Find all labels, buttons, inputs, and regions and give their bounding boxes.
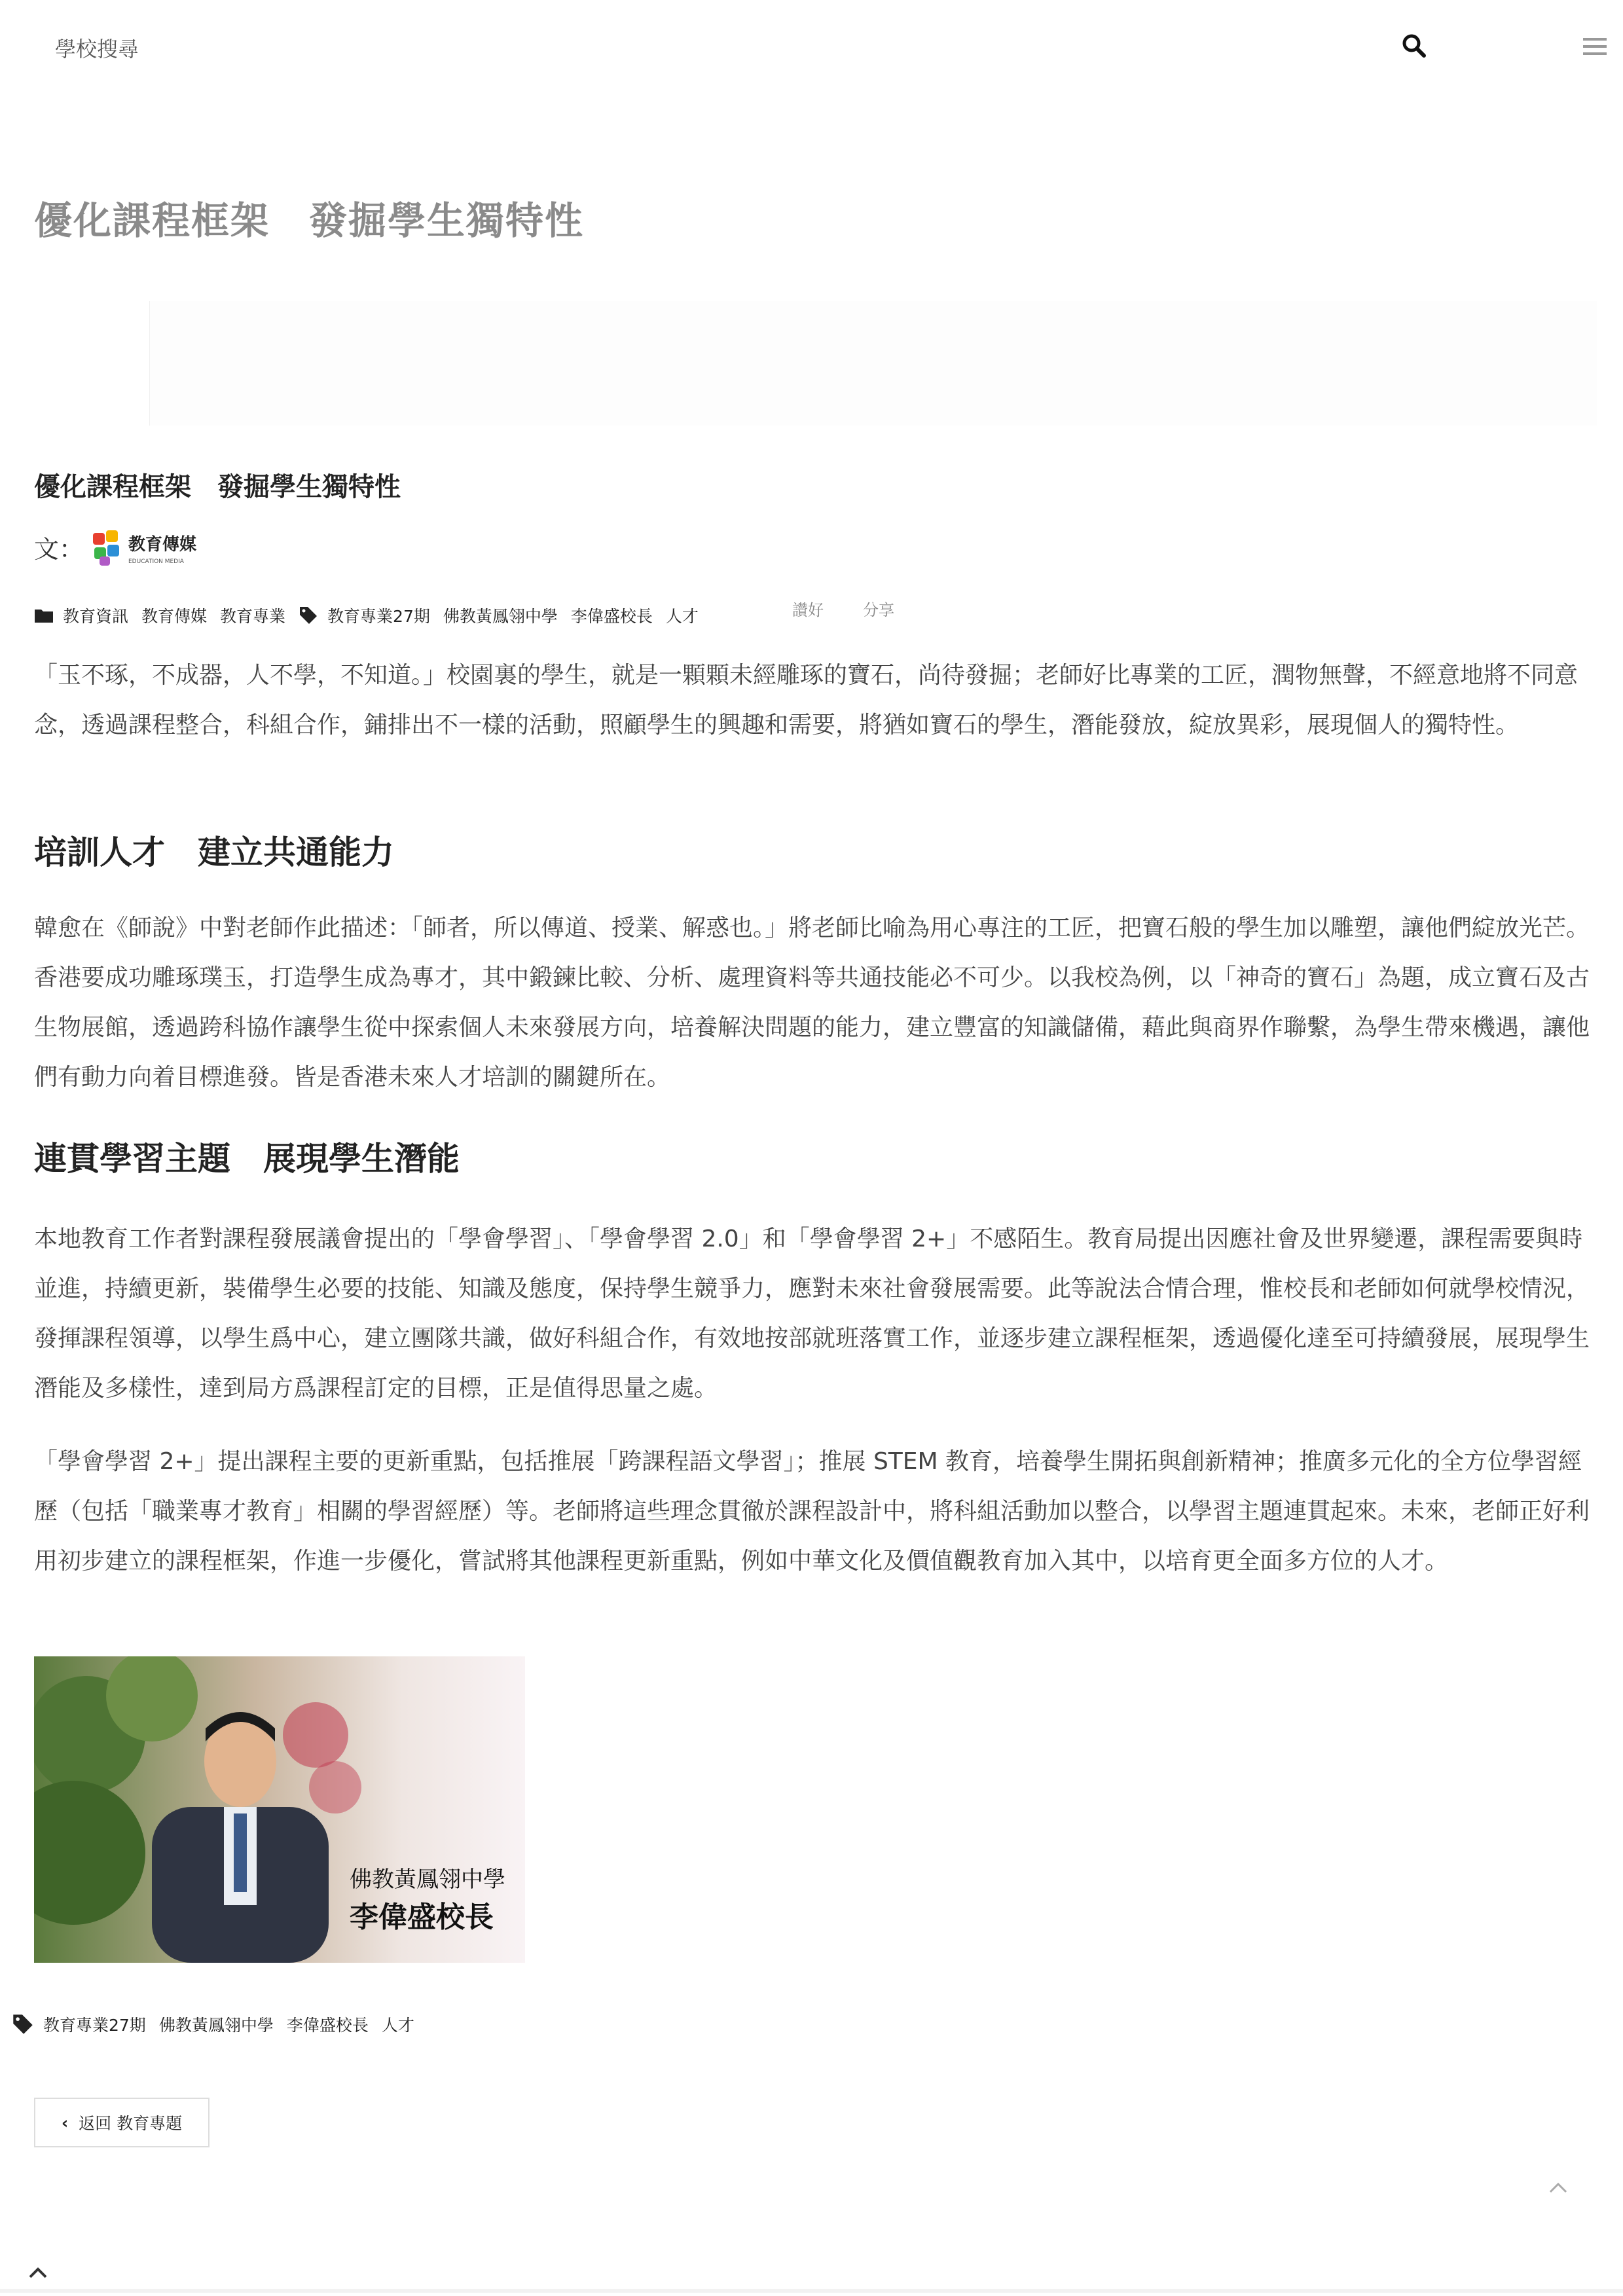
bottom-tag-row (12, 2011, 428, 2037)
tag-link[interactable]: 李偉盛校長 (570, 607, 653, 626)
svg-text:EDUCATION MEDIA: EDUCATION MEDIA (128, 558, 184, 565)
article-meta-row (34, 602, 712, 629)
tag-link[interactable]: 教育專業27期 (327, 607, 430, 626)
like-button[interactable]: 讚好 (792, 601, 824, 619)
back-button[interactable] (34, 2098, 210, 2147)
article-title: 優化課程框架 發掘學生獨特性 (34, 472, 401, 502)
tag-link[interactable]: 佛教黃鳳翎中學 (443, 607, 558, 626)
byline-prefix: 文： (34, 535, 84, 564)
intro-paragraph: 「玉不琢，不成器，人不學，不知道。」校園裏的學生，就是一顆顆未經雕琢的寶石，尚待發掘；老師好比專業的工匠，潤物無聲，不經意地將不同意念，透過課程整合，科組合作，鋪排出不一樣的活動，照顧學生的興趣和需要，將猶如寶石的學生，潛能發放，綻放異彩，展現個人的獨特性。 (34, 662, 1578, 738)
tag-link[interactable]: 教育專業27期 (43, 2016, 146, 2035)
tag-icon (12, 2013, 34, 2035)
tag-link[interactable]: 人才 (665, 607, 699, 626)
section-paragraph: 本地教育工作者對課程發展議會提出的「學會學習」、「學會學習 2.0」和「學會學習 2+」不感陌生。教育局提出因應社會及世界變遷，課程需要與時並進，持續更新，裝備學生必要的技能、知識及態度，保持學生競爭力，應對未來社會發展需要。此等說法合情合理，惟校長和老師如何就學校情況，發揮課程領導，以學生爲中心，建立團隊共識，做好科組合作，有效地按部就班落實工作，並逐步建立課程框架，透過優化達至可持續發展，展現學生潛能及多樣性，達到局方爲課程訂定的目標，正是值得思量之處。 (34, 1226, 1590, 1402)
photo-caption-name: 李偉盛校長 (350, 1901, 494, 1934)
photo-caption-school: 佛教黃鳳翎中學 (350, 1867, 505, 1893)
hamburger-menu-icon[interactable] (1583, 37, 1607, 56)
search-icon[interactable] (1401, 33, 1427, 59)
section-heading: 連貫學習主題 展現學生潛能 (34, 1140, 460, 1178)
chevron-left-icon: ‹ (61, 2113, 69, 2132)
folder-icon (34, 608, 54, 623)
category-link[interactable]: 教育專業 (220, 607, 286, 626)
category-link[interactable]: 教育資訊 (63, 607, 129, 626)
category-link[interactable]: 教育傳媒 (141, 607, 208, 626)
svg-text:教育傳媒: 教育傳媒 (128, 535, 197, 555)
section-heading: 培訓人才 建立共通能力 (34, 833, 394, 871)
tag-icon (299, 606, 318, 625)
school-search-label[interactable]: 學校搜尋 (55, 37, 139, 62)
hero-banner (149, 301, 1597, 426)
tag-link[interactable]: 佛教黃鳳翎中學 (158, 2016, 274, 2035)
tag-link[interactable]: 李偉盛校長 (286, 2016, 369, 2035)
scroll-to-top-icon[interactable] (1546, 2180, 1570, 2196)
tag-link[interactable]: 人才 (381, 2016, 414, 2035)
section-paragraph: 韓愈在《師說》中對老師作此描述：「師者，所以傳道、授業、解惑也。」將老師比喻為用心專注的工匠，把寶石般的學生加以雕塑，讓他們綻放光芒。香港要成功雕琢璞玉，打造學生成為專才，其中鍛鍊比較、分析、處理資料等共通技能必不可少。以我校為例，以「神奇的寶石」為題，成立寶石及古生物展館，透過跨科協作讓學生從中探索個人未來發展方向，培養解決問題的能力，建立豐富的知識儲備，藉此與商界作聯繫，為學生帶來機遇，讓他們有動力向着目標進發。皆是香港未來人才培訓的關鍵所在。 (34, 915, 1590, 1091)
page-bottom-divider (0, 2289, 1623, 2293)
section-paragraph: 「學會學習 2+」提出課程主要的更新重點，包括推展「跨課程語文學習」；推展 STEM 教育，培養學生開拓與創新精神；推廣多元化的全方位學習經歷（包括「職業專才教育」相關的學習經歷）等。老師將這些理念貫徹於課程設計中，將科組活動加以整合，以學習主題連貫起來。未來，老師正好利用初步建立的課程框架，作進一步優化，嘗試將其他課程更新重點，例如中華文化及價值觀教育加入其中，以培育更全面多方位的人才。 (34, 1448, 1590, 1575)
share-button[interactable]: 分享 (863, 601, 894, 619)
chevron-up-icon[interactable] (26, 2265, 50, 2281)
education-media-logo[interactable] (92, 529, 213, 568)
hero-title: 優化課程框架 發掘學生獨特性 (34, 198, 585, 243)
back-button-label: 返回 教育專題 (79, 2114, 183, 2133)
